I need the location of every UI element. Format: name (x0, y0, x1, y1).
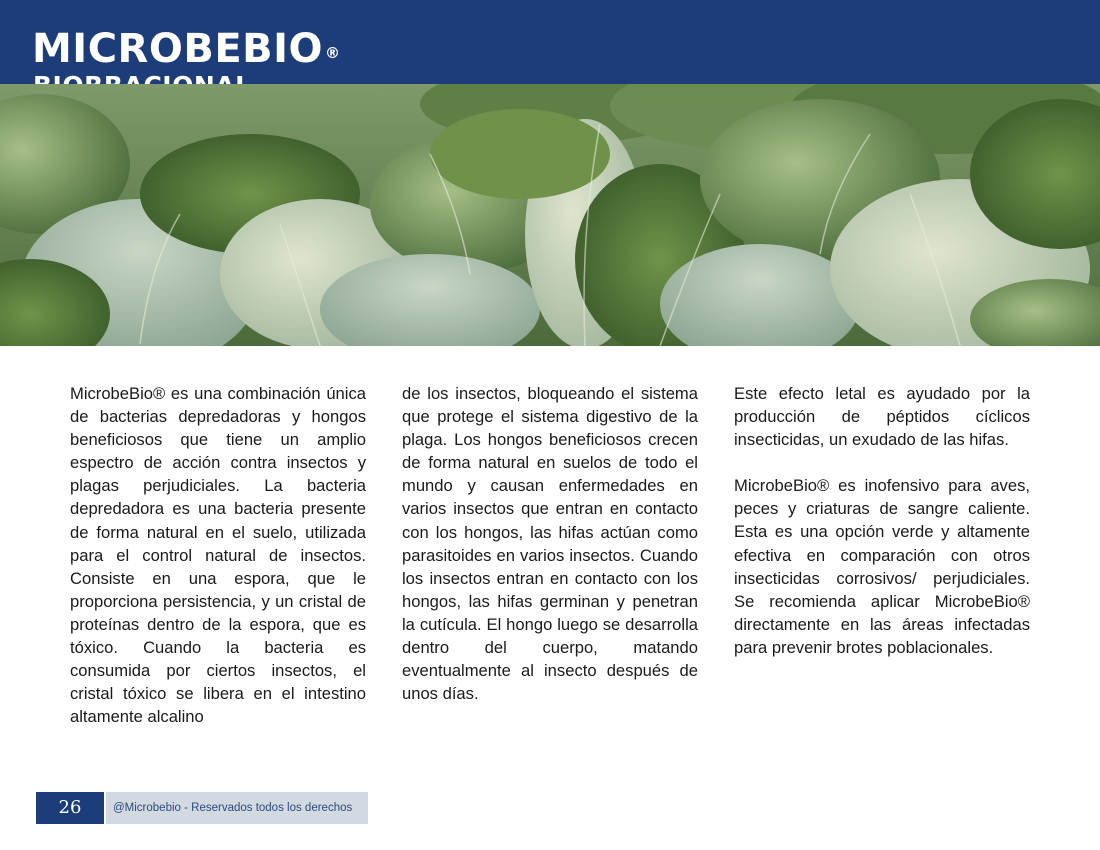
text-column-2 (402, 382, 698, 705)
column3-paragraph-2: MicrobeBio® es inofensivo para aves, peces y criaturas de sangre caliente. Esta es una opción verde y altamente efectiva en comparación con otros insecticidas corrosivos/ perjudiciales. Se recomienda aplicar MicrobeBio® directamente en las áreas infectadas para prevenir brotes poblacionales. (734, 476, 1030, 657)
text-column-3 (734, 382, 1030, 659)
page-title: MICROBEBIO ® (32, 26, 341, 72)
text-column-1 (70, 382, 366, 728)
registered-mark: ® (325, 44, 341, 62)
column3-paragraph-1: Este efecto letal es ayudado por la producción de péptidos cíclicos insecticidas, un exudado de las hifas. (734, 384, 1030, 450)
page-number: 26 (36, 792, 104, 824)
column1-paragraph: MicrobeBio® es una combinación única de bacterias depredadoras y hongos beneficiosos que tiene un amplio espectro de acción contra insectos y plagas perjudiciales. La bacteria depredadora es una bacteria presente de forma natural en el suelo, utilizada para el control natural de insectos. Consiste en una espora, que le proporciona persistencia, y un cristal de proteínas dentro de la espora, que es tóxico. Cuando la bacteria es consumida por ciertos insectos, el cristal tóxico se libera en el intestino altamente alcalino (70, 384, 366, 727)
copyright-notice: @Microbebio - Reservados todos los derechos (106, 792, 368, 824)
column2-paragraph: de los insectos, bloqueando el sistema que protege el sistema digestivo de la plaga. Los hongos beneficiosos crecen de forma natural en suelos de todo el mundo y causan enfermedades en varios insectos que entran en contacto con los hongos, las hifas actúan como parasitoides en varios insectos. Cuando los insectos entran en contacto con los hongos, las hifas germinan y penetran la cutícula. El hongo luego se desarrolla dentro del cuerpo, matando eventualmente al insecto después de unos días. (402, 384, 698, 704)
cabbage-field-photo (0, 84, 1100, 346)
